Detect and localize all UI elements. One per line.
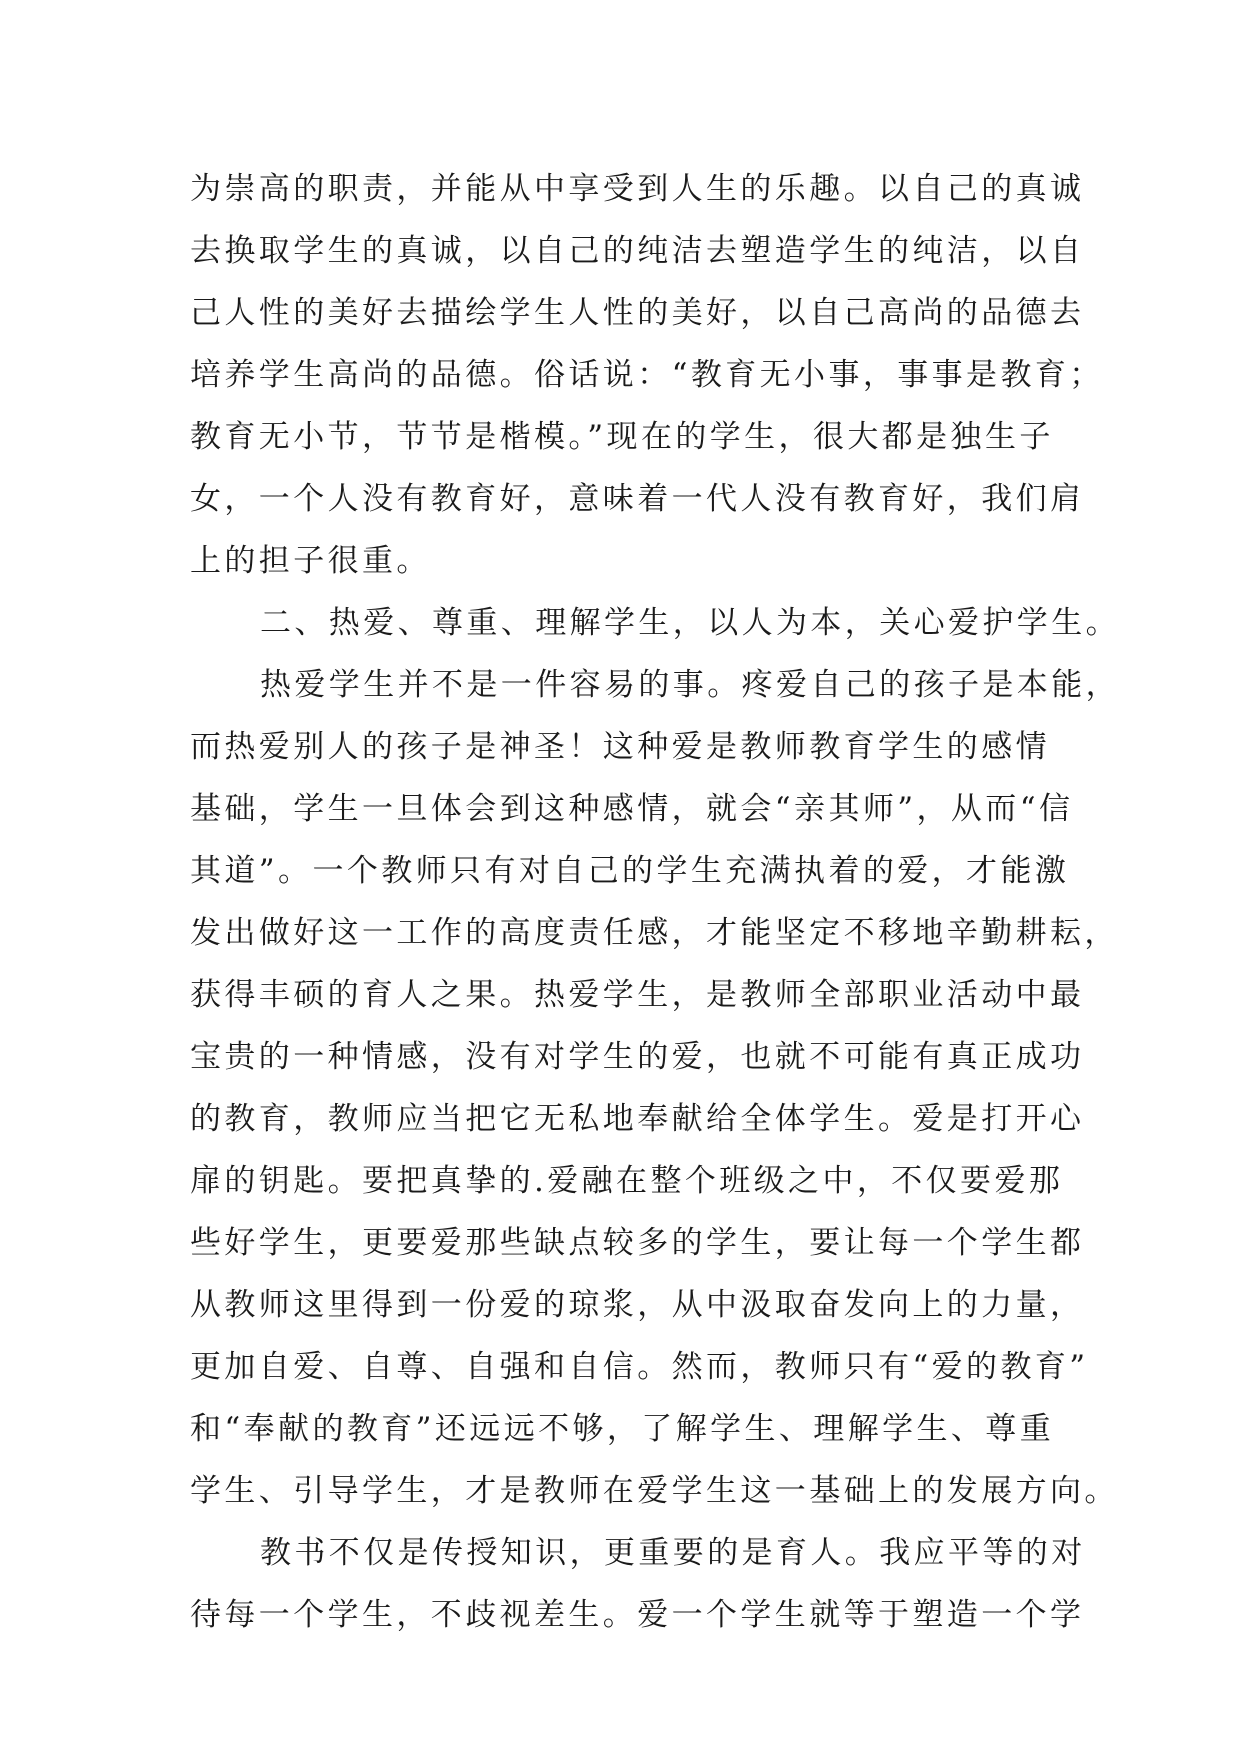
text-line: 培养学生高尚的品德。俗话说：“教育无小事，事事是教育； bbox=[190, 357, 1104, 393]
text-line: 学生、引导学生，才是教师在爱学生这一基础上的发展方向。 bbox=[190, 1473, 1119, 1509]
text-line: 和“奉献的教育”还远远不够，了解学生、理解学生、尊重 bbox=[190, 1411, 1055, 1447]
text-line: 从教师这里得到一份爱的琼浆，从中汲取奋发向上的力量， bbox=[190, 1287, 1085, 1323]
text-line: 而热爱别人的孩子是神圣！这种爱是教师教育学生的感情 bbox=[190, 729, 1050, 765]
text-line: 女，一个人没有教育好，意味着一代人没有教育好，我们肩 bbox=[190, 481, 1085, 517]
text-line: 扉的钥匙。要把真挚的.爱融在整个班级之中，不仅要爱那 bbox=[190, 1163, 1064, 1199]
text-line: 上的担子很重。 bbox=[190, 543, 431, 579]
text-line: 宝贵的一种情感，没有对学生的爱，也就不可能有真正成功 bbox=[190, 1039, 1085, 1075]
text-line: 教书不仅是传授知识，更重要的是育人。我应平等的对 bbox=[260, 1535, 1086, 1571]
paragraph bbox=[190, 592, 1120, 654]
text-line: 待每一个学生，不歧视差生。爱一个学生就等于塑造一个学 bbox=[190, 1597, 1085, 1633]
text-line: 教育无小节，节节是楷模。”现在的学生，很大都是独生子 bbox=[190, 419, 1054, 455]
paragraph bbox=[190, 654, 1120, 1522]
text-line: 去换取学生的真诚，以自己的纯洁去塑造学生的纯洁，以自 bbox=[190, 233, 1085, 269]
text-line: 发出做好这一工作的高度责任感，才能坚定不移地辛勤耕耘， bbox=[190, 915, 1119, 951]
text-line: 二、热爱、尊重、理解学生，以人为本，关心爱护学生。 bbox=[260, 605, 1120, 641]
text-line: 热爱学生并不是一件容易的事。疼爱自己的孩子是本能， bbox=[260, 667, 1120, 703]
text-line: 其道”。一个教师只有对自己的学生充满执着的爱，才能激 bbox=[190, 853, 1070, 889]
text-line: 的教育，教师应当把它无私地奉献给全体学生。爱是打开心 bbox=[190, 1101, 1085, 1137]
text-line: 些好学生，更要爱那些缺点较多的学生，要让每一个学生都 bbox=[190, 1225, 1085, 1261]
paragraph bbox=[190, 1522, 1086, 1646]
text-line: 更加自爱、自尊、自强和自信。然而，教师只有“爱的教育” bbox=[190, 1349, 1089, 1385]
document-body bbox=[190, 158, 1120, 1646]
text-line: 己人性的美好去描绘学生人性的美好，以自己高尚的品德去 bbox=[190, 295, 1085, 331]
text-line: 获得丰硕的育人之果。热爱学生，是教师全部职业活动中最 bbox=[190, 977, 1085, 1013]
text-line: 基础，学生一旦体会到这种感情，就会“亲其师”，从而“信 bbox=[190, 791, 1074, 827]
text-line: 为崇高的职责，并能从中享受到人生的乐趣。以自己的真诚 bbox=[190, 171, 1085, 207]
paragraph bbox=[190, 158, 1104, 592]
